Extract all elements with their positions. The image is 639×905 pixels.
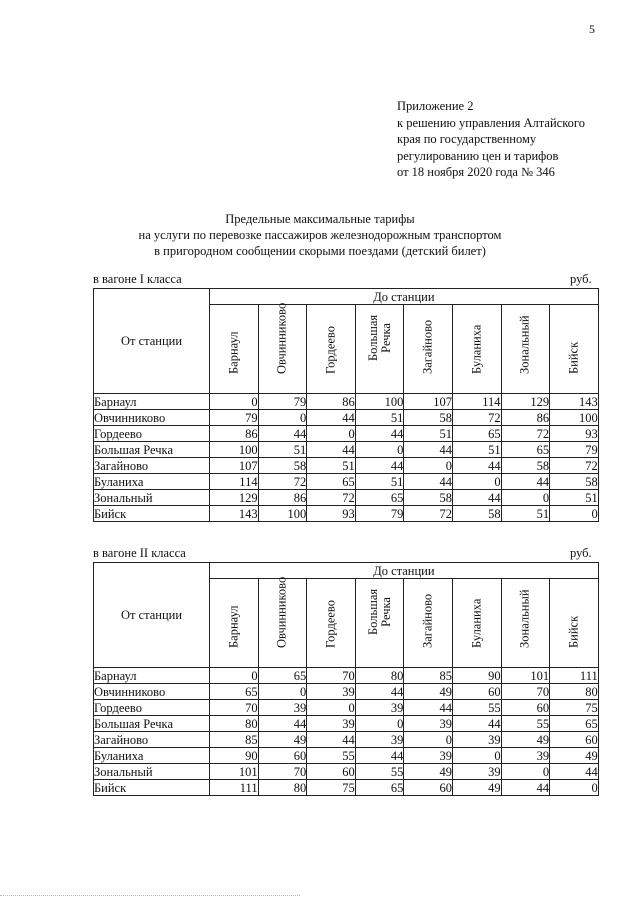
tariff-cell: 44 <box>307 732 356 748</box>
column-header-line: Гордеево <box>323 600 338 648</box>
row-station-name: Зональный <box>94 764 210 780</box>
tariff-cell: 101 <box>210 764 259 780</box>
tariff-cell: 0 <box>355 442 404 458</box>
tariff-cell: 80 <box>210 716 259 732</box>
table-row <box>94 458 599 474</box>
unit-label-1: руб. <box>570 272 592 286</box>
column-header <box>452 579 501 668</box>
tariff-cell: 44 <box>258 426 307 442</box>
tariff-cell: 65 <box>550 716 599 732</box>
row-station-name: Большая Речка <box>94 716 210 732</box>
from-station-header: От станции <box>94 289 210 394</box>
table-row <box>94 684 599 700</box>
scan-edge-divider <box>0 895 300 897</box>
tariff-cell: 51 <box>355 410 404 426</box>
column-header <box>258 302 307 394</box>
column-header <box>355 305 404 394</box>
tariff-cell: 70 <box>307 668 356 684</box>
tariff-cell: 60 <box>550 732 599 748</box>
table-row <box>94 764 599 780</box>
column-header-label <box>422 320 435 374</box>
tariff-cell: 44 <box>404 442 453 458</box>
document-heading <box>60 211 580 259</box>
tariff-cell: 70 <box>210 700 259 716</box>
column-header <box>404 305 453 394</box>
table-row <box>94 732 599 748</box>
column-header <box>307 579 356 668</box>
row-station-name: Загайново <box>94 458 210 474</box>
tariff-cell: 51 <box>501 506 550 522</box>
tariff-cell: 58 <box>258 458 307 474</box>
table-row <box>94 700 599 716</box>
tariff-cell: 0 <box>404 732 453 748</box>
annex-line: Приложение 2 <box>397 99 474 113</box>
from-station-header: От станции <box>94 563 210 668</box>
column-header-line: Загайново <box>420 319 435 374</box>
car-class-label-2: в вагоне II класса <box>93 546 186 560</box>
tariff-cell: 58 <box>501 458 550 474</box>
tariff-cell: 65 <box>258 668 307 684</box>
to-station-header: До станции <box>210 563 599 579</box>
row-station-name: Барнаул <box>94 394 210 410</box>
tariff-cell: 51 <box>307 458 356 474</box>
tariff-cell: 72 <box>258 474 307 490</box>
column-header-line: Барнаул <box>226 605 241 648</box>
to-station-header: До станции <box>210 289 599 305</box>
tariff-cell: 90 <box>452 668 501 684</box>
tariff-table-class-1 <box>93 288 599 522</box>
column-header-line: Большая <box>365 588 380 635</box>
tariff-cell: 0 <box>550 780 599 796</box>
column-header-line: Овчинниково <box>274 576 289 648</box>
row-station-name: Овчинниково <box>94 410 210 426</box>
column-header-line: Загайново <box>420 593 435 648</box>
tariff-cell: 72 <box>404 506 453 522</box>
tariff-cell: 114 <box>452 394 501 410</box>
tariff-cell: 129 <box>210 490 259 506</box>
table-row <box>94 490 599 506</box>
tariff-cell: 39 <box>404 716 453 732</box>
tariff-cell: 65 <box>355 780 404 796</box>
heading-line: на услуги по перевозке пассажиров железнодорожным транспортом <box>138 228 502 242</box>
tariff-cell: 0 <box>258 684 307 700</box>
row-station-name: Буланиха <box>94 474 210 490</box>
tariff-cell: 44 <box>355 458 404 474</box>
tariff-cell: 39 <box>501 748 550 764</box>
tariff-cell: 44 <box>452 716 501 732</box>
tariff-cell: 111 <box>210 780 259 796</box>
tariff-cell: 90 <box>210 748 259 764</box>
table-row <box>94 426 599 442</box>
column-header-label <box>422 594 435 648</box>
column-header-label <box>519 589 532 648</box>
table-row <box>94 748 599 764</box>
column-header-label <box>276 577 289 648</box>
tariff-cell: 143 <box>550 394 599 410</box>
tariff-cell: 72 <box>307 490 356 506</box>
column-header-label <box>276 303 289 374</box>
tariff-cell: 80 <box>550 684 599 700</box>
tariff-cell: 55 <box>307 748 356 764</box>
heading-line: в пригородном сообщении скорыми поездами (детский билет) <box>154 244 486 258</box>
annex-line: к решению управления Алтайского <box>397 115 585 130</box>
row-station-name: Буланиха <box>94 748 210 764</box>
column-header-label <box>227 605 240 648</box>
tariff-cell: 51 <box>452 442 501 458</box>
tariff-cell: 100 <box>258 506 307 522</box>
unit-label-2: руб. <box>570 546 592 560</box>
tariff-cell: 79 <box>258 394 307 410</box>
column-header-line: Гордеево <box>323 326 338 374</box>
tariff-cell: 0 <box>501 490 550 506</box>
tariff-cell: 58 <box>404 490 453 506</box>
tariff-cell: 70 <box>258 764 307 780</box>
tariff-cell: 85 <box>404 668 453 684</box>
tariff-cell: 107 <box>404 394 453 410</box>
column-header-line: Буланиха <box>469 598 484 648</box>
tariff-cell: 65 <box>210 684 259 700</box>
tariff-cell: 58 <box>550 474 599 490</box>
car-class-label-1: в вагоне I класса <box>93 272 182 286</box>
tariff-cell: 39 <box>307 684 356 700</box>
row-station-name: Большая Речка <box>94 442 210 458</box>
tariff-cell: 44 <box>452 490 501 506</box>
tariff-cell: 75 <box>307 780 356 796</box>
tariff-cell: 72 <box>501 426 550 442</box>
column-header <box>307 305 356 394</box>
tariff-cell: 60 <box>501 700 550 716</box>
tariff-cell: 44 <box>355 684 404 700</box>
column-header-label <box>324 600 337 648</box>
column-header <box>355 579 404 668</box>
row-station-name: Гордеево <box>94 426 210 442</box>
table-row <box>94 410 599 426</box>
tariff-cell: 44 <box>355 426 404 442</box>
column-header-label <box>519 315 532 374</box>
column-header-line: Зональный <box>517 315 532 374</box>
tariff-cell: 107 <box>210 458 259 474</box>
column-header-label <box>367 589 393 635</box>
tariff-cell: 65 <box>307 474 356 490</box>
column-header-line: Речка <box>378 597 393 627</box>
annex-line: края по государственному <box>397 132 537 146</box>
column-header-line: Большая <box>365 314 380 361</box>
tariff-cell: 0 <box>404 458 453 474</box>
row-station-name: Бийск <box>94 506 210 522</box>
tariff-cell: 44 <box>501 780 550 796</box>
row-station-name: Гордеево <box>94 700 210 716</box>
column-header-line: Буланиха <box>469 324 484 374</box>
column-header-line: Речка <box>378 323 393 353</box>
column-header <box>210 579 259 668</box>
tariff-cell: 49 <box>452 780 501 796</box>
tariff-cell: 0 <box>452 474 501 490</box>
tariff-cell: 58 <box>452 506 501 522</box>
tariff-cell: 101 <box>501 668 550 684</box>
heading-line: Предельные максимальные тарифы <box>225 212 415 226</box>
table-row <box>94 716 599 732</box>
column-header-label <box>470 599 483 648</box>
tariff-cell: 80 <box>258 780 307 796</box>
tariff-cell: 55 <box>452 700 501 716</box>
tariff-cell: 85 <box>210 732 259 748</box>
row-station-name: Барнаул <box>94 668 210 684</box>
tariff-cell: 60 <box>452 684 501 700</box>
tariff-cell: 72 <box>550 458 599 474</box>
tariff-cell: 93 <box>307 506 356 522</box>
tariff-cell: 65 <box>501 442 550 458</box>
column-header-line: Бийск <box>566 341 581 374</box>
column-header <box>258 576 307 668</box>
tariff-cell: 0 <box>355 716 404 732</box>
tariff-cell: 0 <box>258 410 307 426</box>
tariff-cell: 114 <box>210 474 259 490</box>
table-row <box>94 474 599 490</box>
tariff-cell: 39 <box>258 700 307 716</box>
tariff-cell: 44 <box>452 458 501 474</box>
column-header <box>452 305 501 394</box>
table-row <box>94 394 599 410</box>
tariff-cell: 44 <box>550 764 599 780</box>
column-header-line: Овчинниково <box>274 302 289 374</box>
tariff-cell: 44 <box>355 748 404 764</box>
tariff-cell: 100 <box>210 442 259 458</box>
tariff-cell: 39 <box>452 764 501 780</box>
tariff-cell: 0 <box>501 764 550 780</box>
column-header-line: Бийск <box>566 615 581 648</box>
table-row <box>94 506 599 522</box>
tariff-cell: 39 <box>307 716 356 732</box>
column-header-label <box>567 342 580 374</box>
tariff-cell: 129 <box>501 394 550 410</box>
column-header <box>501 305 550 394</box>
tariff-cell: 75 <box>550 700 599 716</box>
tariff-cell: 111 <box>550 668 599 684</box>
column-header-label <box>470 325 483 374</box>
tariff-cell: 86 <box>501 410 550 426</box>
tariff-cell: 51 <box>550 490 599 506</box>
table-row <box>94 442 599 458</box>
table-row <box>94 780 599 796</box>
column-header-label <box>567 616 580 648</box>
tariff-cell: 39 <box>452 732 501 748</box>
tariff-cell: 49 <box>404 684 453 700</box>
table-row <box>94 668 599 684</box>
column-header-label <box>367 315 393 361</box>
tariff-cell: 86 <box>258 490 307 506</box>
tariff-cell: 44 <box>307 442 356 458</box>
tariff-cell: 44 <box>501 474 550 490</box>
tariff-cell: 55 <box>501 716 550 732</box>
tariff-cell: 65 <box>355 490 404 506</box>
tariff-cell: 44 <box>258 716 307 732</box>
tariff-cell: 86 <box>307 394 356 410</box>
tariff-cell: 86 <box>210 426 259 442</box>
row-station-name: Загайново <box>94 732 210 748</box>
column-header-line: Барнаул <box>226 331 241 374</box>
column-header <box>501 579 550 668</box>
page-number: 5 <box>589 22 595 36</box>
tariff-cell: 44 <box>404 700 453 716</box>
column-header-label <box>324 326 337 374</box>
tariff-cell: 39 <box>355 732 404 748</box>
tariff-cell: 80 <box>355 668 404 684</box>
tariff-cell: 51 <box>258 442 307 458</box>
tariff-cell: 39 <box>355 700 404 716</box>
annex-line: от 18 ноября 2020 года № 346 <box>397 165 555 179</box>
tariff-cell: 0 <box>452 748 501 764</box>
annex-block <box>397 98 585 181</box>
column-header <box>210 305 259 394</box>
tariff-cell: 44 <box>404 474 453 490</box>
column-header <box>404 579 453 668</box>
tariff-cell: 60 <box>307 764 356 780</box>
tariff-cell: 100 <box>355 394 404 410</box>
annex-line: регулированию цен и тарифов <box>397 148 559 163</box>
tariff-cell: 65 <box>452 426 501 442</box>
tariff-cell: 0 <box>307 700 356 716</box>
tariff-cell: 72 <box>452 410 501 426</box>
column-header-line: Зональный <box>517 589 532 648</box>
tariff-cell: 51 <box>355 474 404 490</box>
tariff-cell: 55 <box>355 764 404 780</box>
tariff-cell: 49 <box>258 732 307 748</box>
tariff-cell: 0 <box>550 506 599 522</box>
tariff-cell: 0 <box>307 426 356 442</box>
tariff-cell: 49 <box>404 764 453 780</box>
tariff-cell: 143 <box>210 506 259 522</box>
row-station-name: Бийск <box>94 780 210 796</box>
tariff-cell: 60 <box>404 780 453 796</box>
tariff-cell: 79 <box>355 506 404 522</box>
tariff-table-class-2 <box>93 562 599 796</box>
tariff-cell: 49 <box>501 732 550 748</box>
tariff-cell: 44 <box>307 410 356 426</box>
tariff-cell: 39 <box>404 748 453 764</box>
tariff-cell: 93 <box>550 426 599 442</box>
column-header <box>550 305 599 394</box>
column-header-label <box>227 331 240 374</box>
tariff-cell: 58 <box>404 410 453 426</box>
tariff-cell: 51 <box>404 426 453 442</box>
tariff-cell: 79 <box>550 442 599 458</box>
tariff-cell: 100 <box>550 410 599 426</box>
tariff-cell: 70 <box>501 684 550 700</box>
row-station-name: Овчинниково <box>94 684 210 700</box>
tariff-cell: 60 <box>258 748 307 764</box>
tariff-cell: 49 <box>550 748 599 764</box>
column-header <box>550 579 599 668</box>
tariff-cell: 0 <box>210 668 259 684</box>
tariff-cell: 79 <box>210 410 259 426</box>
row-station-name: Зональный <box>94 490 210 506</box>
tariff-cell: 0 <box>210 394 259 410</box>
